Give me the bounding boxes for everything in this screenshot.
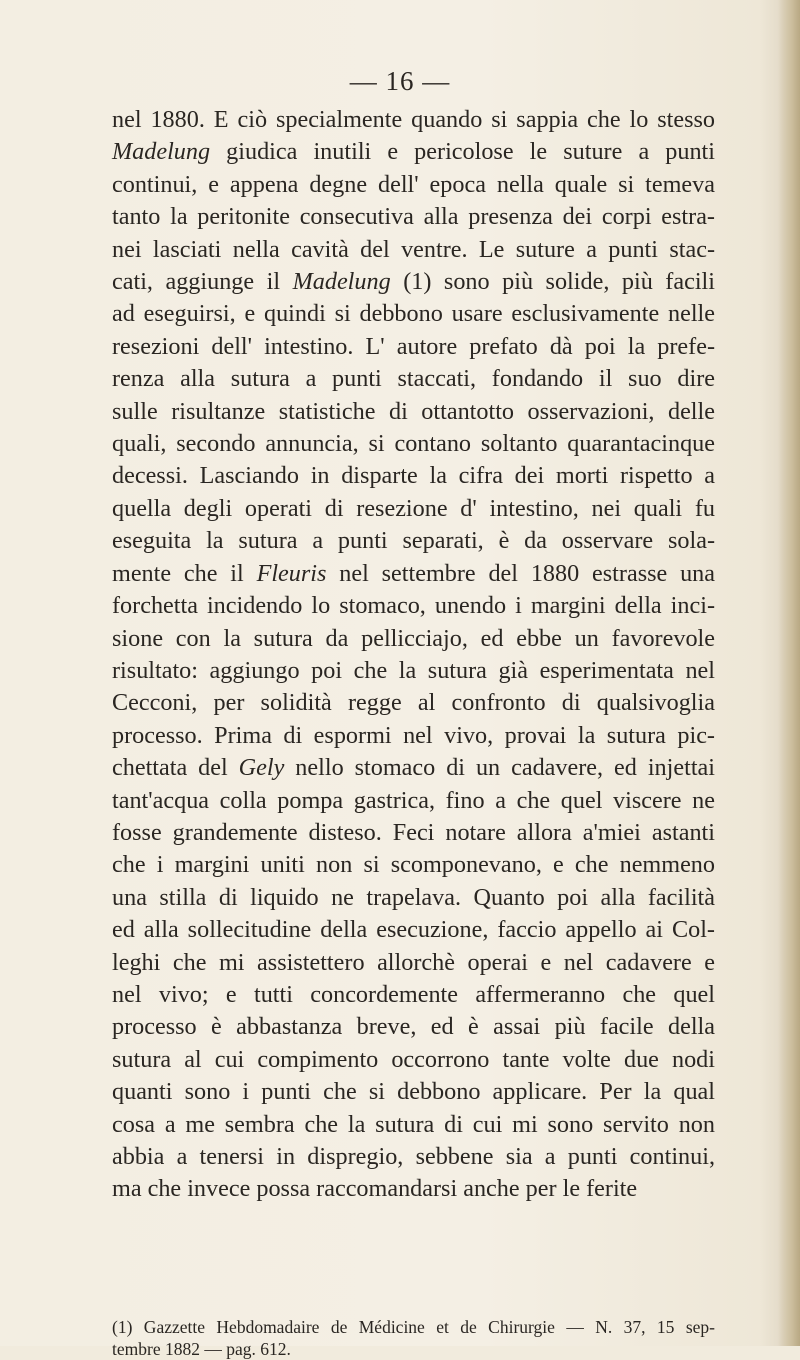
- text-segment: processo è abbastanza breve, ed è assai più facile della: [112, 1013, 715, 1041]
- text-line: [112, 136, 715, 168]
- text-segment: cosa a me sembra che la sutura di cui mi sono servito non: [112, 1110, 715, 1138]
- text-segment: quella degli operati di resezione d' intestino, nei quali fu: [112, 494, 715, 522]
- text-line: [112, 1173, 715, 1205]
- text-line: [112, 1109, 715, 1141]
- text-segment: nel settembre del 1880 estrasse una: [326, 559, 715, 587]
- text-line: [112, 590, 715, 622]
- text-line: [112, 720, 715, 752]
- text-segment: processo. Prima di espormi nel vivo, provai la sutura pic-: [112, 721, 715, 749]
- text-line: [112, 1044, 715, 1076]
- text-segment: mente che il: [112, 559, 257, 587]
- italic-name: Madelung: [292, 268, 391, 296]
- text-segment: tanto la peritonite consecutiva alla presenza dei corpi estra-: [112, 203, 715, 231]
- text-segment: ad eseguirsi, e quindi si debbono usare esclusivamente nelle: [112, 300, 715, 328]
- body-text: [112, 104, 715, 1206]
- text-segment: nei lasciati nella cavità del ventre. Le suture a punti stac-: [112, 235, 715, 263]
- text-line: [112, 298, 715, 330]
- text-line: [112, 169, 715, 201]
- page-number: — 16 —: [349, 66, 451, 96]
- text-line: [112, 525, 715, 557]
- text-segment: quanti sono i punti che si debbono applicare. Per la qual: [112, 1078, 715, 1106]
- text-line: [112, 947, 715, 979]
- text-line: [112, 785, 715, 817]
- text-segment: forchetta incidendo lo stomaco, unendo i margini della inci-: [112, 592, 715, 620]
- text-segment: risultato: aggiungo poi che la sutura già esperimentata nel: [112, 656, 715, 684]
- text-line: [112, 201, 715, 233]
- text-line: [112, 817, 715, 849]
- text-segment: cati, aggiunge il: [112, 268, 293, 296]
- page-edge-shadow: [778, 0, 800, 1346]
- text-line: [112, 1076, 715, 1108]
- text-segment: nel 1880. E ciò specialmente quando si sappia che lo stesso: [112, 106, 715, 133]
- text-segment: sutura al cui compimento occorrono tante volte due nodi: [112, 1045, 715, 1073]
- text-segment: continui, e appena degne dell' epoca nella quale si temeva: [112, 170, 715, 198]
- text-line: [112, 104, 715, 136]
- italic-name: Fleuris: [256, 559, 327, 587]
- text-segment: ma che invece possa raccomandarsi anche per le ferite: [112, 1175, 638, 1203]
- text-line: [112, 1141, 715, 1173]
- text-line: [112, 687, 715, 719]
- text-segment: renza alla sutura a punti staccati, fondando il suo dire: [112, 365, 715, 393]
- text-line: [112, 493, 715, 525]
- text-line: [112, 331, 715, 363]
- text-line: [112, 234, 715, 266]
- text-segment: resezioni dell' intestino. L' autore prefato dà poi la prefe-: [112, 332, 715, 360]
- text-segment: nello stomaco di un cadavere, ed injettai: [284, 754, 715, 782]
- text-segment: chettata del: [112, 754, 239, 782]
- text-line: [112, 914, 715, 946]
- text-segment: giudica inutili e pericolose le suture a punti: [210, 138, 715, 166]
- text-segment: tant'acqua colla pompa gastrica, fino a che quel viscere ne: [112, 786, 715, 814]
- text-segment: Cecconi, per solidità regge al confronto di qualsivoglia: [112, 689, 715, 717]
- text-segment: (1) sono più solide, più facili: [390, 268, 715, 296]
- italic-name: Madelung: [112, 138, 211, 166]
- text-line: [112, 428, 715, 460]
- footnote-line: tembre 1882 — pag. 612.: [112, 1339, 291, 1359]
- footnote-line: (1) Gazzette Hebdomadaire de Médicine et de Chirurgie — N. 37, 15 sep-: [112, 1317, 715, 1337]
- text-line: [112, 363, 715, 395]
- text-line: [112, 979, 715, 1011]
- text-line: [112, 752, 715, 784]
- italic-name: Gely: [238, 754, 285, 782]
- text-segment: sulle risultanze statistiche di ottantotto osservazioni, delle: [112, 397, 715, 425]
- text-line: [112, 623, 715, 655]
- text-line: [112, 266, 715, 298]
- text-segment: abbia a tenersi in dispregio, sebbene sia a punti continui,: [112, 1143, 715, 1170]
- text-segment: leghi che mi assistettero allorchè operai e nel cadavere e: [112, 948, 715, 976]
- footnote: [112, 1316, 715, 1360]
- text-segment: fosse grandemente disteso. Feci notare allora a'miei astanti: [112, 818, 715, 846]
- text-line: [112, 1011, 715, 1043]
- text-segment: nel vivo; e tutti concordemente affermeranno che quel: [112, 980, 715, 1008]
- text-segment: eseguita la sutura a punti separati, è da osservare sola-: [112, 527, 715, 555]
- text-segment: ed alla sollecitudine della esecuzione, faccio appello ai Col-: [112, 916, 715, 944]
- text-line: [112, 655, 715, 687]
- text-segment: decessi. Lasciando in disparte la cifra dei morti rispetto a: [112, 462, 715, 490]
- text-line: [112, 558, 715, 590]
- text-segment: che i margini uniti non si scomponevano, e che nemmeno: [112, 851, 715, 879]
- text-segment: una stilla di liquido ne trapelava. Quanto poi alla facilità: [112, 883, 715, 911]
- text-line: [112, 460, 715, 492]
- text-line: [112, 396, 715, 428]
- text-segment: sione con la sutura da pellicciajo, ed ebbe un favorevole: [112, 624, 715, 652]
- text-line: [112, 882, 715, 914]
- text-segment: quali, secondo annuncia, si contano soltanto quarantacinque: [112, 430, 715, 458]
- text-line: [112, 849, 715, 881]
